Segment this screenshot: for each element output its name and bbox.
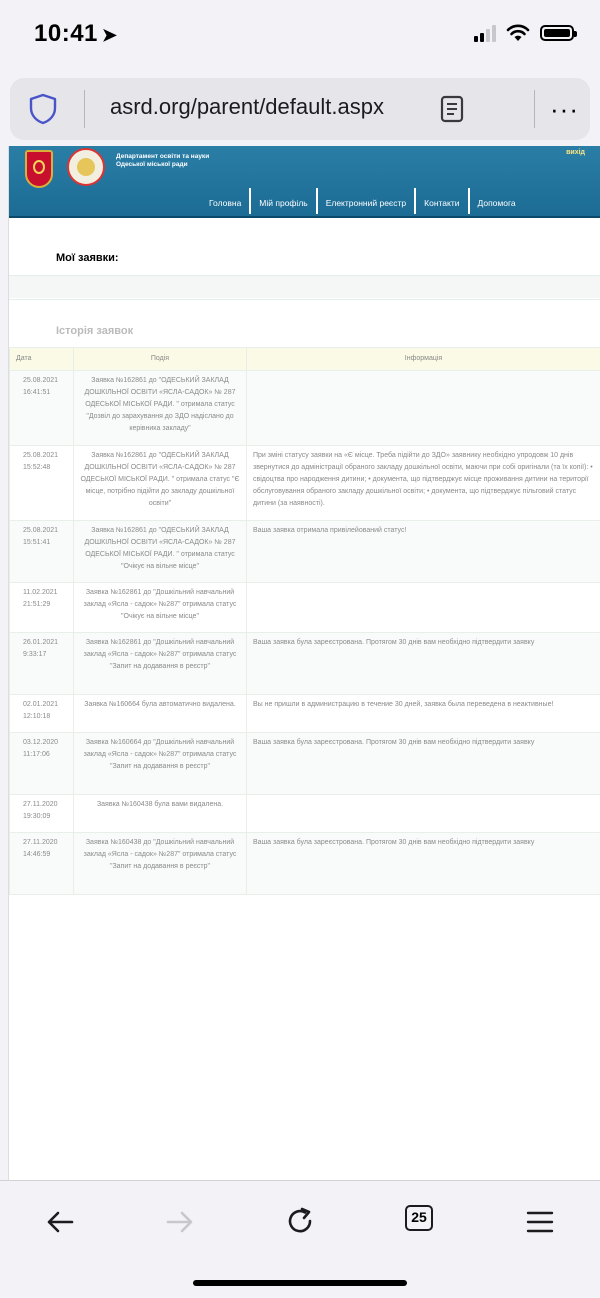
reload-icon[interactable] [285, 1207, 315, 1237]
cell-info: Ваша заявка була зареєстрована. Протягом 30 днів вам необхідно підтвердити заявку [247, 833, 600, 895]
table-row [10, 521, 600, 583]
tabs-count-icon[interactable]: 25 [405, 1205, 433, 1231]
column-header-info: Інформація [247, 348, 600, 371]
cell-date: 25.08.2021 16:41:51 [10, 371, 74, 446]
table-row [10, 833, 600, 895]
column-header-date: Дата [10, 348, 74, 371]
cell-date: 27.11.2020 14:46:59 [10, 833, 74, 895]
more-menu-icon[interactable]: ··· [550, 94, 579, 125]
cell-info: Ваша заявка отримала привілейований статус! [247, 521, 600, 583]
table-row [10, 446, 600, 521]
url-separator [84, 90, 85, 128]
nav-help[interactable]: Допомога [470, 188, 524, 214]
reader-mode-icon[interactable] [440, 95, 464, 123]
cell-info [247, 795, 600, 833]
url-text[interactable]: asrd.org/parent/default.aspx [110, 94, 384, 120]
cell-event: Заявка №162861 до "ОДЕСЬКИЙ ЗАКЛАД ДОШКІЛЬНОЇ ОСВІТИ «ЯСЛА-САДОК» № 287 ОДЕСЬКОЇ МІСЬКОЇ РАДИ. " отримала статус "Очікує на вільне місце" [74, 521, 247, 583]
cell-event: Заявка №160664 була автоматично видалена. [74, 695, 247, 733]
my-requests-title: Мої заявки: [56, 252, 119, 264]
odesa-crest-logo[interactable] [25, 150, 53, 188]
shield-icon[interactable] [28, 93, 58, 125]
status-icons [474, 24, 574, 42]
cell-event: Заявка №162861 до "ОДЕСЬКИЙ ЗАКЛАД ДОШКІЛЬНОЇ ОСВІТИ «ЯСЛА-САДОК» № 287 ОДЕСЬКОЇ МІСЬКОЇ РАДИ. " отримала статус "Дозвіл до зарахування до ЗДО надіслано до керівника закладу" [74, 371, 247, 446]
main-nav [201, 188, 524, 214]
history-title: Історія заявок [56, 325, 133, 337]
nav-contacts[interactable]: Контакти [416, 188, 469, 214]
cell-event: Заявка №162861 до "Дошкільний навчальний заклад «Ясла - садок» №287" отримала статус "Очікує на вільне місце" [74, 583, 247, 633]
table-header-row [10, 348, 600, 371]
cell-date: 03.12.2020 11:17:06 [10, 733, 74, 795]
back-arrow-icon[interactable] [45, 1207, 75, 1237]
column-header-event: Подія [74, 348, 247, 371]
cell-date: 26.01.2021 9:33:17 [10, 633, 74, 695]
forward-arrow-icon[interactable] [165, 1207, 195, 1237]
clock [34, 20, 117, 48]
history-table [9, 347, 600, 895]
cell-event: Заявка №160438 була вами видалена. [74, 795, 247, 833]
address-bar[interactable] [10, 78, 590, 140]
cell-event: Заявка №162861 до "ОДЕСЬКИЙ ЗАКЛАД ДОШКІЛЬНОЇ ОСВІТИ «ЯСЛА-САДОК» № 287 ОДЕСЬКОЇ МІСЬКОЇ РАДИ. " отримала статус "Є місце, потрібно підійти до закладу дошкільної освіти" [74, 446, 247, 521]
url-separator-right [534, 90, 535, 128]
cell-info: Вы не пришли в администрацию в течение 30 дней, заявка была переведена в неактивные! [247, 695, 600, 733]
cell-event: Заявка №160664 до "Дошкільний навчальний заклад «Ясла - садок» №287" отримала статус "Запит на додавання в реєстр" [74, 733, 247, 795]
cellular-signal-icon [474, 24, 496, 42]
cell-info: Ваша заявка була зареєстрована. Протягом 30 днів вам необхідно підтвердити заявку [247, 633, 600, 695]
table-row [10, 795, 600, 833]
table-row [10, 695, 600, 733]
cell-info [247, 583, 600, 633]
ios-status-bar [0, 0, 600, 70]
nav-my-profile[interactable]: Мій профіль [251, 188, 317, 214]
nav-electronic-registry[interactable]: Електронний реєстр [318, 188, 416, 214]
table-row [10, 583, 600, 633]
table-row [10, 633, 600, 695]
divider [9, 299, 600, 300]
table-row [10, 371, 600, 446]
cell-date: 25.08.2021 15:51:41 [10, 521, 74, 583]
cell-info [247, 371, 600, 446]
nav-home[interactable]: Головна [201, 188, 251, 214]
cell-date: 27.11.2020 19:30:09 [10, 795, 74, 833]
web-page [8, 146, 600, 1180]
department-emblem-logo[interactable] [67, 148, 105, 186]
cell-date: 25.08.2021 15:52:48 [10, 446, 74, 521]
site-header [9, 146, 600, 218]
home-indicator[interactable] [193, 1280, 407, 1286]
cell-event: Заявка №160438 до "Дошкільний навчальний заклад «Ясла - садок» №287" отримала статус "Запит на додавання в реєстр" [74, 833, 247, 895]
logout-link[interactable]: вихід [566, 149, 585, 156]
location-arrow-icon: ➤ [102, 25, 118, 45]
cell-info: Ваша заявка була зареєстрована. Протягом 30 днів вам необхідно підтвердити заявку [247, 733, 600, 795]
department-name: Департамент освіти та науки Одеської міської ради [116, 153, 226, 169]
requests-empty-band [9, 276, 600, 298]
table-row [10, 733, 600, 795]
cell-event: Заявка №162861 до "Дошкільний навчальний заклад «Ясла - садок» №287" отримала статус "Запит на додавання в реєстр" [74, 633, 247, 695]
wifi-icon [506, 24, 530, 42]
cell-info: При зміні статусу заявки на «Є місце. Треба підійти до ЗДО» заявнику необхідно упродовж 10 днів звернутися до адміністрації обраного закладу дошкільної освіти, маючи при собі оригінали (та їх копії): • свідоцтва про народження дитини; • документа, що підтверджує місце проживання дитини на території обслуговування обраного закладу дошкільної освіти; • документа, що підтверджує пільговий статус дитини (за наявності). [247, 446, 600, 521]
cell-date: 02.01.2021 12:10:18 [10, 695, 74, 733]
hamburger-menu-icon[interactable] [525, 1207, 555, 1237]
battery-icon [540, 25, 574, 41]
clock-time: 10:41 [34, 20, 98, 47]
cell-date: 11.02.2021 21:51:29 [10, 583, 74, 633]
